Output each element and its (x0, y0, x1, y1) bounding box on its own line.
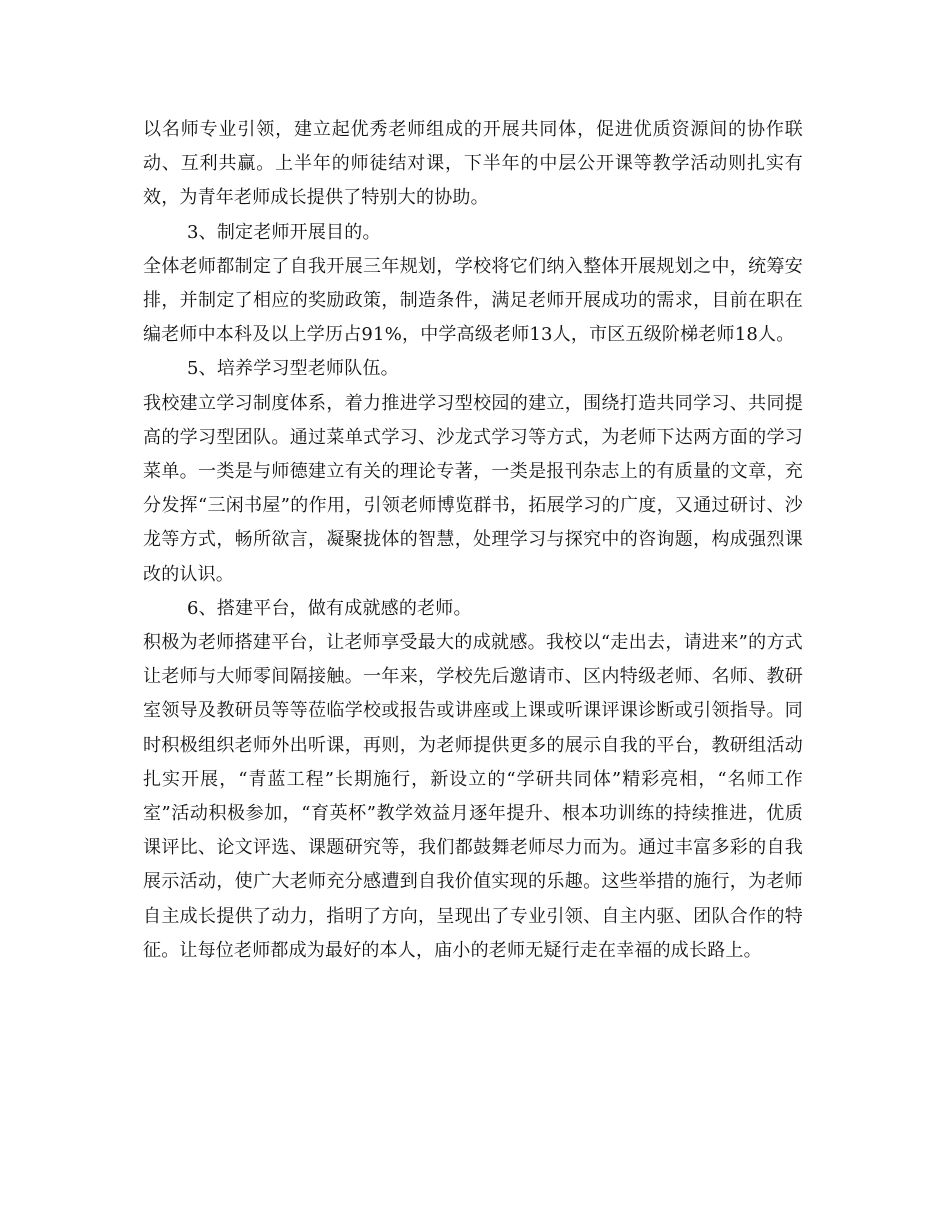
document-body (143, 113, 803, 968)
body-paragraph-3: 我校建立学习制度体系，着力推进学习型校园的建立，围绕打造共同学习、共同提高的学习型团队。通过菜单式学习、沙龙式学习等方式，为老师下达两方面的学习菜单。一类是与师德建立有关的理论专著，一类是报刊杂志上的有质量的文章，充分发挥“三闲书屋”的作用，引领老师博览群书，拓展学习的广度，又通过研讨、沙龙等方式，畅所欲言，凝聚拢体的智慧，处理学习与探究中的咨询题，构成强烈课改的认识。 (143, 392, 803, 585)
section-heading-3: 3、制定老师开展目的。 (187, 221, 381, 243)
section-heading-5: 5、培养学习型老师队伍。 (187, 358, 399, 380)
section-heading-6: 6、搭建平台，做有成就感的老师。 (187, 597, 472, 619)
body-paragraph-2: 全体老师都制定了自我开展三年规划，学校将它们纳入整体开展规划之中，统筹安排，并制定了相应的奖励政策，制造条件，满足老师开展成功的需求，目前在职在编老师中本科及以上学历占91%，中学高级老师13人，市区五级阶梯老师18人。 (143, 255, 803, 346)
body-paragraph-4: 积极为老师搭建平台，让老师享受最大的成就感。我校以“走出去，请进来”的方式让老师与大师零间隔接触。一年来，学校先后邀请市、区内特级老师、名师、教研室领导及教研员等等莅临学校或报告或讲座或上课或听课评课诊断或引领指导。同时积极组织老师外出听课，再则，为老师提供更多的展示自我的平台，教研组活动扎实开展，“青蓝工程”长期施行，新设立的“学研共同体”精彩亮相，“名师工作室”活动积极参加，“育英杯”教学效益月逐年提升、根本功训练的持续推进，优质课评比、论文评选、课题研究等，我们都鼓舞老师尽力而为。通过丰富多彩的自我展示活动，使广大老师充分感遭到自我价值实现的乐趣。这些举措的施行，为老师自主成长提供了动力，指明了方向，呈现出了专业引领、自主内驱、团队合作的特征。让每位老师都成为最好的本人，庙小的老师无疑行走在幸福的成长路上。 (143, 632, 803, 961)
body-paragraph-1: 以名师专业引领，建立起优秀老师组成的开展共同体，促进优质资源间的协作联动、互利共赢。上半年的师徒结对课，下半年的中层公开课等教学活动则扎实有效，为青年老师成长提供了特别大的协助。 (143, 119, 803, 209)
